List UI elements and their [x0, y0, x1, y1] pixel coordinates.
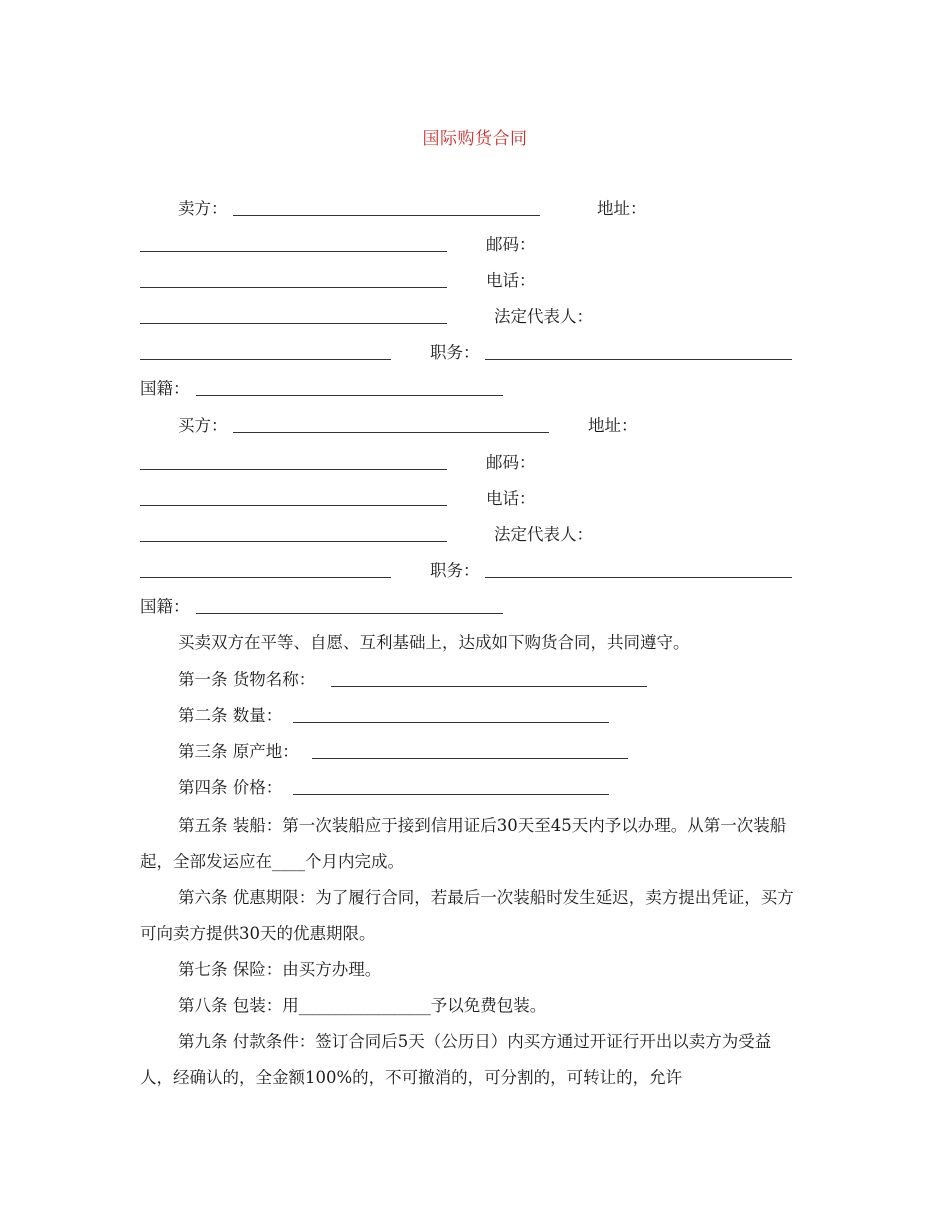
buyer-name-field[interactable] — [233, 432, 549, 433]
clause-9-paragraph — [140, 1024, 800, 1096]
seller-position-field[interactable] — [485, 359, 792, 360]
clause-8-line — [178, 995, 546, 1017]
clause-5-paragraph — [140, 808, 800, 880]
seller-phone-field[interactable] — [140, 323, 447, 324]
clause-8-prefix: 第八条 包装：用 — [178, 996, 299, 1015]
buyer-address-field[interactable] — [140, 469, 447, 470]
origin-field[interactable] — [312, 758, 628, 759]
clause-2-label: 第二条 数量： — [178, 706, 283, 725]
buyer-label: 买方： — [178, 416, 228, 435]
buyer-postcode-field[interactable] — [140, 505, 447, 506]
buyer-nationality-field[interactable] — [196, 613, 503, 614]
buyer-postcode-label: 邮码： — [486, 453, 536, 472]
clause-4-label: 第四条 价格： — [178, 778, 283, 797]
preamble-text: 买卖双方在平等、自愿、互利基础上，达成如下购货合同，共同遵守。 — [178, 633, 690, 652]
seller-legal-rep-field[interactable] — [140, 359, 391, 360]
buyer-phone-label: 电话： — [486, 489, 536, 508]
seller-name-field[interactable] — [233, 215, 540, 216]
seller-postcode-field[interactable] — [140, 287, 447, 288]
seller-position-label: 职务： — [430, 343, 480, 362]
seller-nationality-label: 国籍： — [140, 379, 190, 398]
goods-name-field[interactable] — [331, 686, 647, 687]
buyer-phone-field[interactable] — [140, 541, 447, 542]
clause-7-text: 第七条 保险：由买方办理。 — [178, 960, 382, 979]
seller-label: 卖方： — [178, 199, 228, 218]
seller-nationality-field[interactable] — [196, 395, 503, 396]
clause-9-text: 第九条 付款条件：签订合同后5天（公历日）内买方通过开证行开出以卖方为受益人，经确认的，全金额100%的，不可撤消的，可分割的，可转让的，允许 — [140, 1032, 772, 1087]
packing-material-field[interactable]: ________________ — [298, 996, 431, 1015]
buyer-address-label: 地址： — [588, 416, 638, 435]
clause-6-paragraph — [140, 880, 800, 952]
buyer-nationality-label: 国籍： — [140, 597, 190, 616]
buyer-position-label: 职务： — [430, 561, 480, 580]
clause-6-text: 第六条 优惠期限：为了履行合同，若最后一次装船时发生延迟，卖方提出凭证，买方可向卖方提供30天的优惠期限。 — [140, 888, 794, 943]
seller-legal-rep-label: 法定代表人： — [494, 307, 593, 326]
buyer-legal-rep-field[interactable] — [140, 577, 391, 578]
buyer-position-field[interactable] — [485, 577, 792, 578]
clause-8-suffix: 予以免费包装。 — [430, 996, 547, 1015]
seller-postcode-label: 邮码： — [486, 235, 536, 254]
seller-address-label: 地址： — [597, 199, 647, 218]
clause-5-text: 第五条 装船：第一次装船应于接到信用证后30天至45天内予以办理。从第一次装船起，全部发运应在____个月内完成。 — [140, 816, 787, 871]
buyer-legal-rep-label: 法定代表人： — [494, 525, 593, 544]
quantity-field[interactable] — [293, 722, 609, 723]
seller-address-field[interactable] — [140, 251, 447, 252]
price-field[interactable] — [293, 794, 609, 795]
clause-1-label: 第一条 货物名称： — [178, 670, 316, 689]
document-title: 国际购货合同 — [422, 129, 528, 149]
seller-phone-label: 电话： — [486, 271, 536, 290]
clause-3-label: 第三条 原产地： — [178, 742, 299, 761]
